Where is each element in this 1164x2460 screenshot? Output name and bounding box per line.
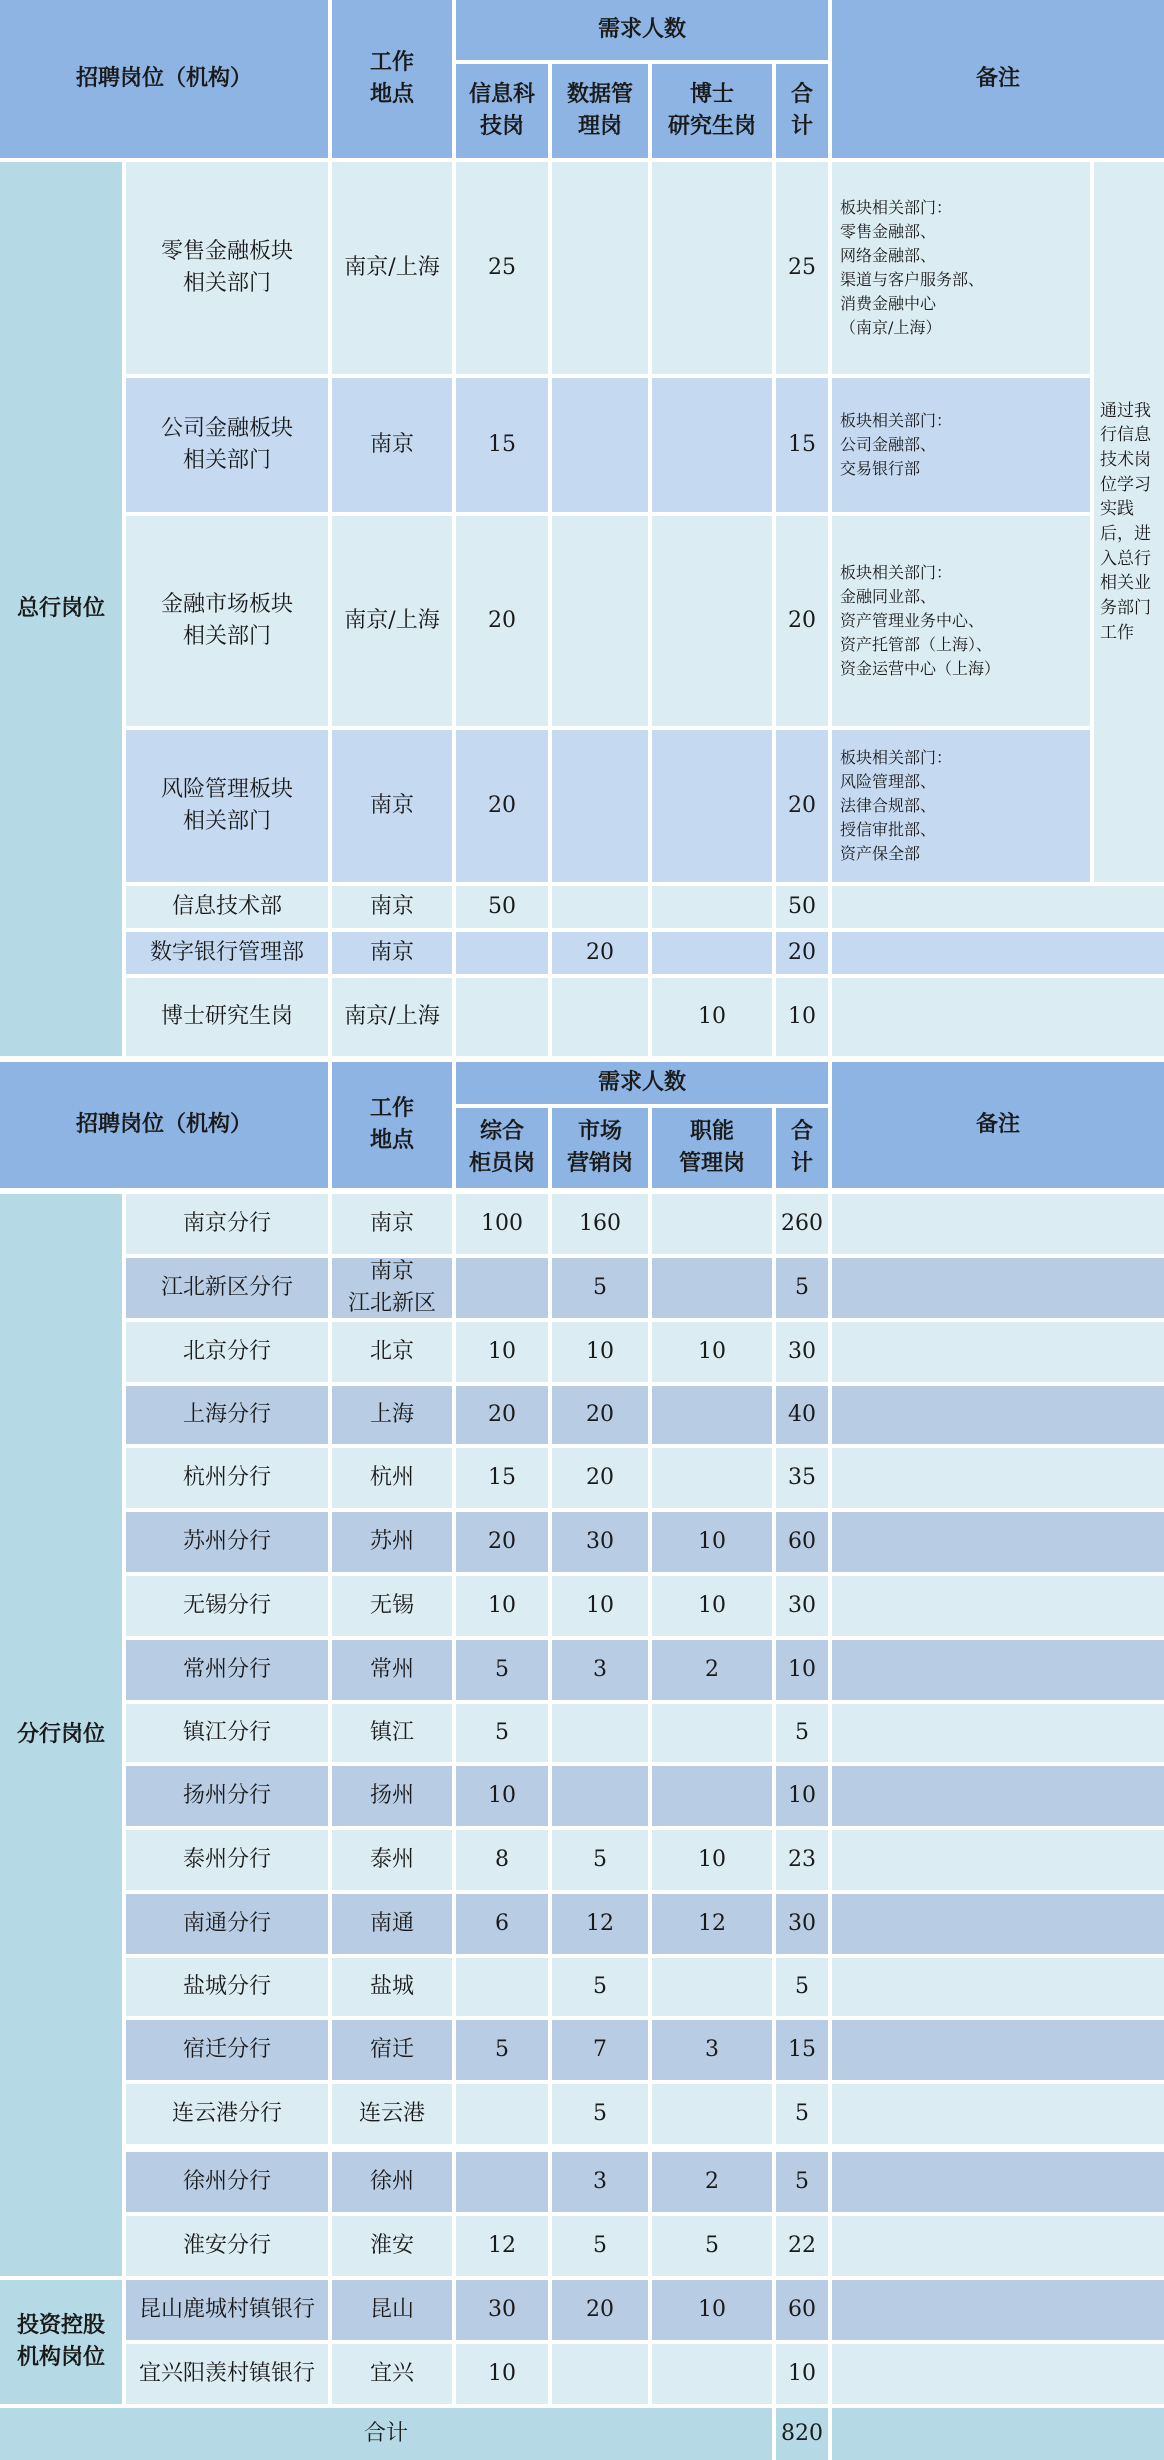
row-name: 常州分行 — [126, 1640, 328, 1700]
category-investment: 投资控股 机构岗位 — [0, 2280, 122, 2404]
row-value-3: 3 — [652, 2020, 772, 2080]
row-name: 上海分行 — [126, 1386, 328, 1444]
row-value-2: 20 — [552, 932, 648, 974]
row-total: 5 — [776, 1704, 828, 1762]
row-total: 20 — [776, 516, 828, 726]
row-value-3: 12 — [652, 1894, 772, 1954]
header-col-1: 综合 柜员岗 — [456, 1108, 548, 1188]
row-location: 北京 — [332, 1322, 452, 1382]
row-name: 泰州分行 — [126, 1830, 328, 1890]
row-value-1: 25 — [456, 162, 548, 374]
row-value-2: 12 — [552, 1894, 648, 1954]
row-note — [832, 1894, 1164, 1954]
row-total: 22 — [776, 2216, 828, 2276]
header-location: 工作 地点 — [332, 1062, 452, 1188]
row-location: 南京 — [332, 932, 452, 974]
row-value-2 — [552, 1766, 648, 1826]
row-note: 板块相关部门： 公司金融部、 交易银行部 — [832, 378, 1090, 512]
row-total: 30 — [776, 1576, 828, 1636]
row-location: 盐城 — [332, 1958, 452, 2016]
row-note — [832, 886, 1164, 928]
row-value-3 — [652, 2344, 772, 2404]
header-col-4: 合 计 — [776, 1108, 828, 1188]
row-location: 杭州 — [332, 1448, 452, 1508]
row-total: 60 — [776, 2280, 828, 2340]
row-value-3 — [652, 2084, 772, 2144]
row-value-2: 5 — [552, 1258, 648, 1318]
row-name: 连云港分行 — [126, 2084, 328, 2144]
row-total: 10 — [776, 978, 828, 1056]
row-location: 扬州 — [332, 1766, 452, 1826]
row-value-1 — [456, 932, 548, 974]
row-name: 苏州分行 — [126, 1512, 328, 1572]
row-value-2 — [552, 730, 648, 882]
row-note — [832, 2216, 1164, 2276]
row-value-1: 50 — [456, 886, 548, 928]
row-value-3 — [652, 1258, 772, 1318]
row-total: 10 — [776, 1766, 828, 1826]
row-note — [832, 1576, 1164, 1636]
row-value-2 — [552, 978, 648, 1056]
row-value-2 — [552, 378, 648, 512]
row-name: 北京分行 — [126, 1322, 328, 1382]
row-note — [832, 1448, 1164, 1508]
row-value-2: 5 — [552, 1958, 648, 2016]
row-note — [832, 1640, 1164, 1700]
row-total: 25 — [776, 162, 828, 374]
row-value-3: 5 — [652, 2216, 772, 2276]
row-value-2 — [552, 162, 648, 374]
row-name: 盐城分行 — [126, 1958, 328, 2016]
row-value-1: 10 — [456, 1576, 548, 1636]
grand-total-label: 合计 — [0, 2408, 772, 2460]
row-value-3: 10 — [652, 1512, 772, 1572]
row-note — [832, 978, 1164, 1056]
row-value-3: 10 — [652, 1830, 772, 1890]
row-location: 南京/上海 — [332, 162, 452, 374]
header-demand: 需求人数 — [456, 1062, 828, 1104]
category-branch: 分行岗位 — [0, 1194, 122, 2276]
row-location: 昆山 — [332, 2280, 452, 2340]
header-col-4: 合 计 — [776, 64, 828, 158]
header-col-1: 信息科 技岗 — [456, 64, 548, 158]
row-total: 30 — [776, 1894, 828, 1954]
row-name: 宜兴阳羡村镇银行 — [126, 2344, 328, 2404]
row-value-2: 160 — [552, 1194, 648, 1254]
row-location: 南京 — [332, 1194, 452, 1254]
row-location: 南京/上海 — [332, 978, 452, 1056]
row-value-1: 12 — [456, 2216, 548, 2276]
row-note — [832, 2084, 1164, 2144]
row-value-3 — [652, 1386, 772, 1444]
row-location: 泰州 — [332, 1830, 452, 1890]
row-note: 板块相关部门： 零售金融部、 网络金融部、 渠道与客户服务部、 消费金融中心 （南京/上海） — [832, 162, 1090, 374]
row-value-2: 20 — [552, 1448, 648, 1508]
row-location: 苏州 — [332, 1512, 452, 1572]
row-value-2: 7 — [552, 2020, 648, 2080]
row-note — [832, 1958, 1164, 2016]
row-location: 南京/上海 — [332, 516, 452, 726]
row-note — [832, 932, 1164, 974]
row-note: 板块相关部门： 金融同业部、 资产管理业务中心、 资产托管部（上海）、 资金运营中心（上海） — [832, 516, 1090, 726]
row-note — [832, 2020, 1164, 2080]
row-value-1 — [456, 1958, 548, 2016]
row-value-2: 3 — [552, 1640, 648, 1700]
row-total: 260 — [776, 1194, 828, 1254]
row-value-1 — [456, 2084, 548, 2144]
row-value-1: 15 — [456, 378, 548, 512]
row-total: 20 — [776, 932, 828, 974]
row-total: 10 — [776, 2344, 828, 2404]
row-location: 连云港 — [332, 2084, 452, 2144]
row-value-2: 20 — [552, 2280, 648, 2340]
row-value-2: 30 — [552, 1512, 648, 1572]
row-total: 5 — [776, 2084, 828, 2144]
row-value-2: 10 — [552, 1576, 648, 1636]
row-note — [832, 1512, 1164, 1572]
header-position: 招聘岗位（机构） — [0, 1062, 328, 1188]
row-value-2: 5 — [552, 2216, 648, 2276]
row-value-3: 10 — [652, 978, 772, 1056]
row-value-1: 20 — [456, 1512, 548, 1572]
row-value-1 — [456, 2152, 548, 2212]
row-location: 无锡 — [332, 1576, 452, 1636]
row-value-1 — [456, 1258, 548, 1318]
row-name: 风险管理板块 相关部门 — [126, 730, 328, 882]
row-location: 上海 — [332, 1386, 452, 1444]
row-total: 5 — [776, 1958, 828, 2016]
row-note — [832, 1258, 1164, 1318]
row-name: 宿迁分行 — [126, 2020, 328, 2080]
row-value-1: 10 — [456, 2344, 548, 2404]
header-remarks: 备注 — [832, 0, 1164, 158]
row-value-2: 3 — [552, 2152, 648, 2212]
row-location: 南京 — [332, 886, 452, 928]
merged-note: 通过我 行信息 技术岗 位学习 实践 后，进 入总行 相关业 务部门 工作 — [1094, 162, 1164, 882]
row-value-2: 5 — [552, 2084, 648, 2144]
grand-total-value: 820 — [776, 2408, 828, 2460]
row-note — [832, 1194, 1164, 1254]
row-name: 信息技术部 — [126, 886, 328, 928]
row-location: 南通 — [332, 1894, 452, 1954]
row-name: 南京分行 — [126, 1194, 328, 1254]
row-location: 常州 — [332, 1640, 452, 1700]
row-total: 60 — [776, 1512, 828, 1572]
row-value-1: 10 — [456, 1766, 548, 1826]
row-value-1 — [456, 978, 548, 1056]
row-name: 博士研究生岗 — [126, 978, 328, 1056]
row-value-1: 20 — [456, 516, 548, 726]
row-value-3 — [652, 1958, 772, 2016]
row-value-3 — [652, 378, 772, 512]
row-value-1: 5 — [456, 1640, 548, 1700]
header-col-3: 职能 管理岗 — [652, 1108, 772, 1188]
row-value-2: 10 — [552, 1322, 648, 1382]
row-value-3 — [652, 886, 772, 928]
row-total: 50 — [776, 886, 828, 928]
row-name: 南通分行 — [126, 1894, 328, 1954]
row-value-1: 30 — [456, 2280, 548, 2340]
row-value-3 — [652, 1766, 772, 1826]
row-note — [832, 1830, 1164, 1890]
header-col-2: 数据管 理岗 — [552, 64, 648, 158]
row-value-2: 20 — [552, 1386, 648, 1444]
row-value-1: 5 — [456, 1704, 548, 1762]
row-value-1: 10 — [456, 1322, 548, 1382]
row-value-2: 5 — [552, 1830, 648, 1890]
row-value-3 — [652, 1194, 772, 1254]
row-location: 南京 江北新区 — [332, 1258, 452, 1318]
row-note — [832, 2344, 1164, 2404]
row-value-1: 20 — [456, 730, 548, 882]
row-value-1: 6 — [456, 1894, 548, 1954]
row-value-2 — [552, 1704, 648, 1762]
row-value-3: 2 — [652, 2152, 772, 2212]
row-value-1: 20 — [456, 1386, 548, 1444]
row-total: 15 — [776, 378, 828, 512]
row-location: 南京 — [332, 730, 452, 882]
row-total: 40 — [776, 1386, 828, 1444]
row-value-1: 8 — [456, 1830, 548, 1890]
row-note — [832, 1704, 1164, 1762]
row-value-3: 10 — [652, 2280, 772, 2340]
row-note — [832, 2152, 1164, 2212]
row-name: 杭州分行 — [126, 1448, 328, 1508]
row-location: 南京 — [332, 378, 452, 512]
row-location: 宜兴 — [332, 2344, 452, 2404]
row-location: 宿迁 — [332, 2020, 452, 2080]
row-value-1: 100 — [456, 1194, 548, 1254]
row-total: 23 — [776, 1830, 828, 1890]
header-col-2: 市场 营销岗 — [552, 1108, 648, 1188]
row-value-2 — [552, 2344, 648, 2404]
row-value-1: 15 — [456, 1448, 548, 1508]
row-name: 无锡分行 — [126, 1576, 328, 1636]
row-name: 昆山鹿城村镇银行 — [126, 2280, 328, 2340]
row-name: 徐州分行 — [126, 2152, 328, 2212]
row-name: 扬州分行 — [126, 1766, 328, 1826]
row-value-3: 2 — [652, 1640, 772, 1700]
row-total: 10 — [776, 1640, 828, 1700]
header-location: 工作 地点 — [332, 0, 452, 158]
row-value-3 — [652, 1704, 772, 1762]
row-value-3: 10 — [652, 1576, 772, 1636]
row-value-3 — [652, 516, 772, 726]
row-note — [832, 1766, 1164, 1826]
row-note — [832, 1386, 1164, 1444]
row-name: 江北新区分行 — [126, 1258, 328, 1318]
row-name: 数字银行管理部 — [126, 932, 328, 974]
grand-total-note — [832, 2408, 1164, 2460]
row-total: 35 — [776, 1448, 828, 1508]
row-name: 镇江分行 — [126, 1704, 328, 1762]
row-value-3 — [652, 730, 772, 882]
row-total: 20 — [776, 730, 828, 882]
row-value-3 — [652, 1448, 772, 1508]
row-value-1: 5 — [456, 2020, 548, 2080]
row-note — [832, 1322, 1164, 1382]
header-col-3: 博士 研究生岗 — [652, 64, 772, 158]
category-head-office: 总行岗位 — [0, 162, 122, 1056]
row-value-3: 10 — [652, 1322, 772, 1382]
row-total: 5 — [776, 2152, 828, 2212]
row-value-2 — [552, 886, 648, 928]
row-name: 零售金融板块 相关部门 — [126, 162, 328, 374]
header-demand: 需求人数 — [456, 0, 828, 60]
row-value-3 — [652, 932, 772, 974]
row-total: 15 — [776, 2020, 828, 2080]
row-total: 5 — [776, 1258, 828, 1318]
row-value-2 — [552, 516, 648, 726]
row-location: 徐州 — [332, 2152, 452, 2212]
row-total: 30 — [776, 1322, 828, 1382]
row-name: 淮安分行 — [126, 2216, 328, 2276]
row-location: 淮安 — [332, 2216, 452, 2276]
row-note — [832, 2280, 1164, 2340]
row-location: 镇江 — [332, 1704, 452, 1762]
header-position: 招聘岗位（机构） — [0, 0, 328, 158]
row-note: 板块相关部门： 风险管理部、 法律合规部、 授信审批部、 资产保全部 — [832, 730, 1090, 882]
row-name: 金融市场板块 相关部门 — [126, 516, 328, 726]
header-remarks: 备注 — [832, 1062, 1164, 1188]
row-name: 公司金融板块 相关部门 — [126, 378, 328, 512]
row-value-3 — [652, 162, 772, 374]
